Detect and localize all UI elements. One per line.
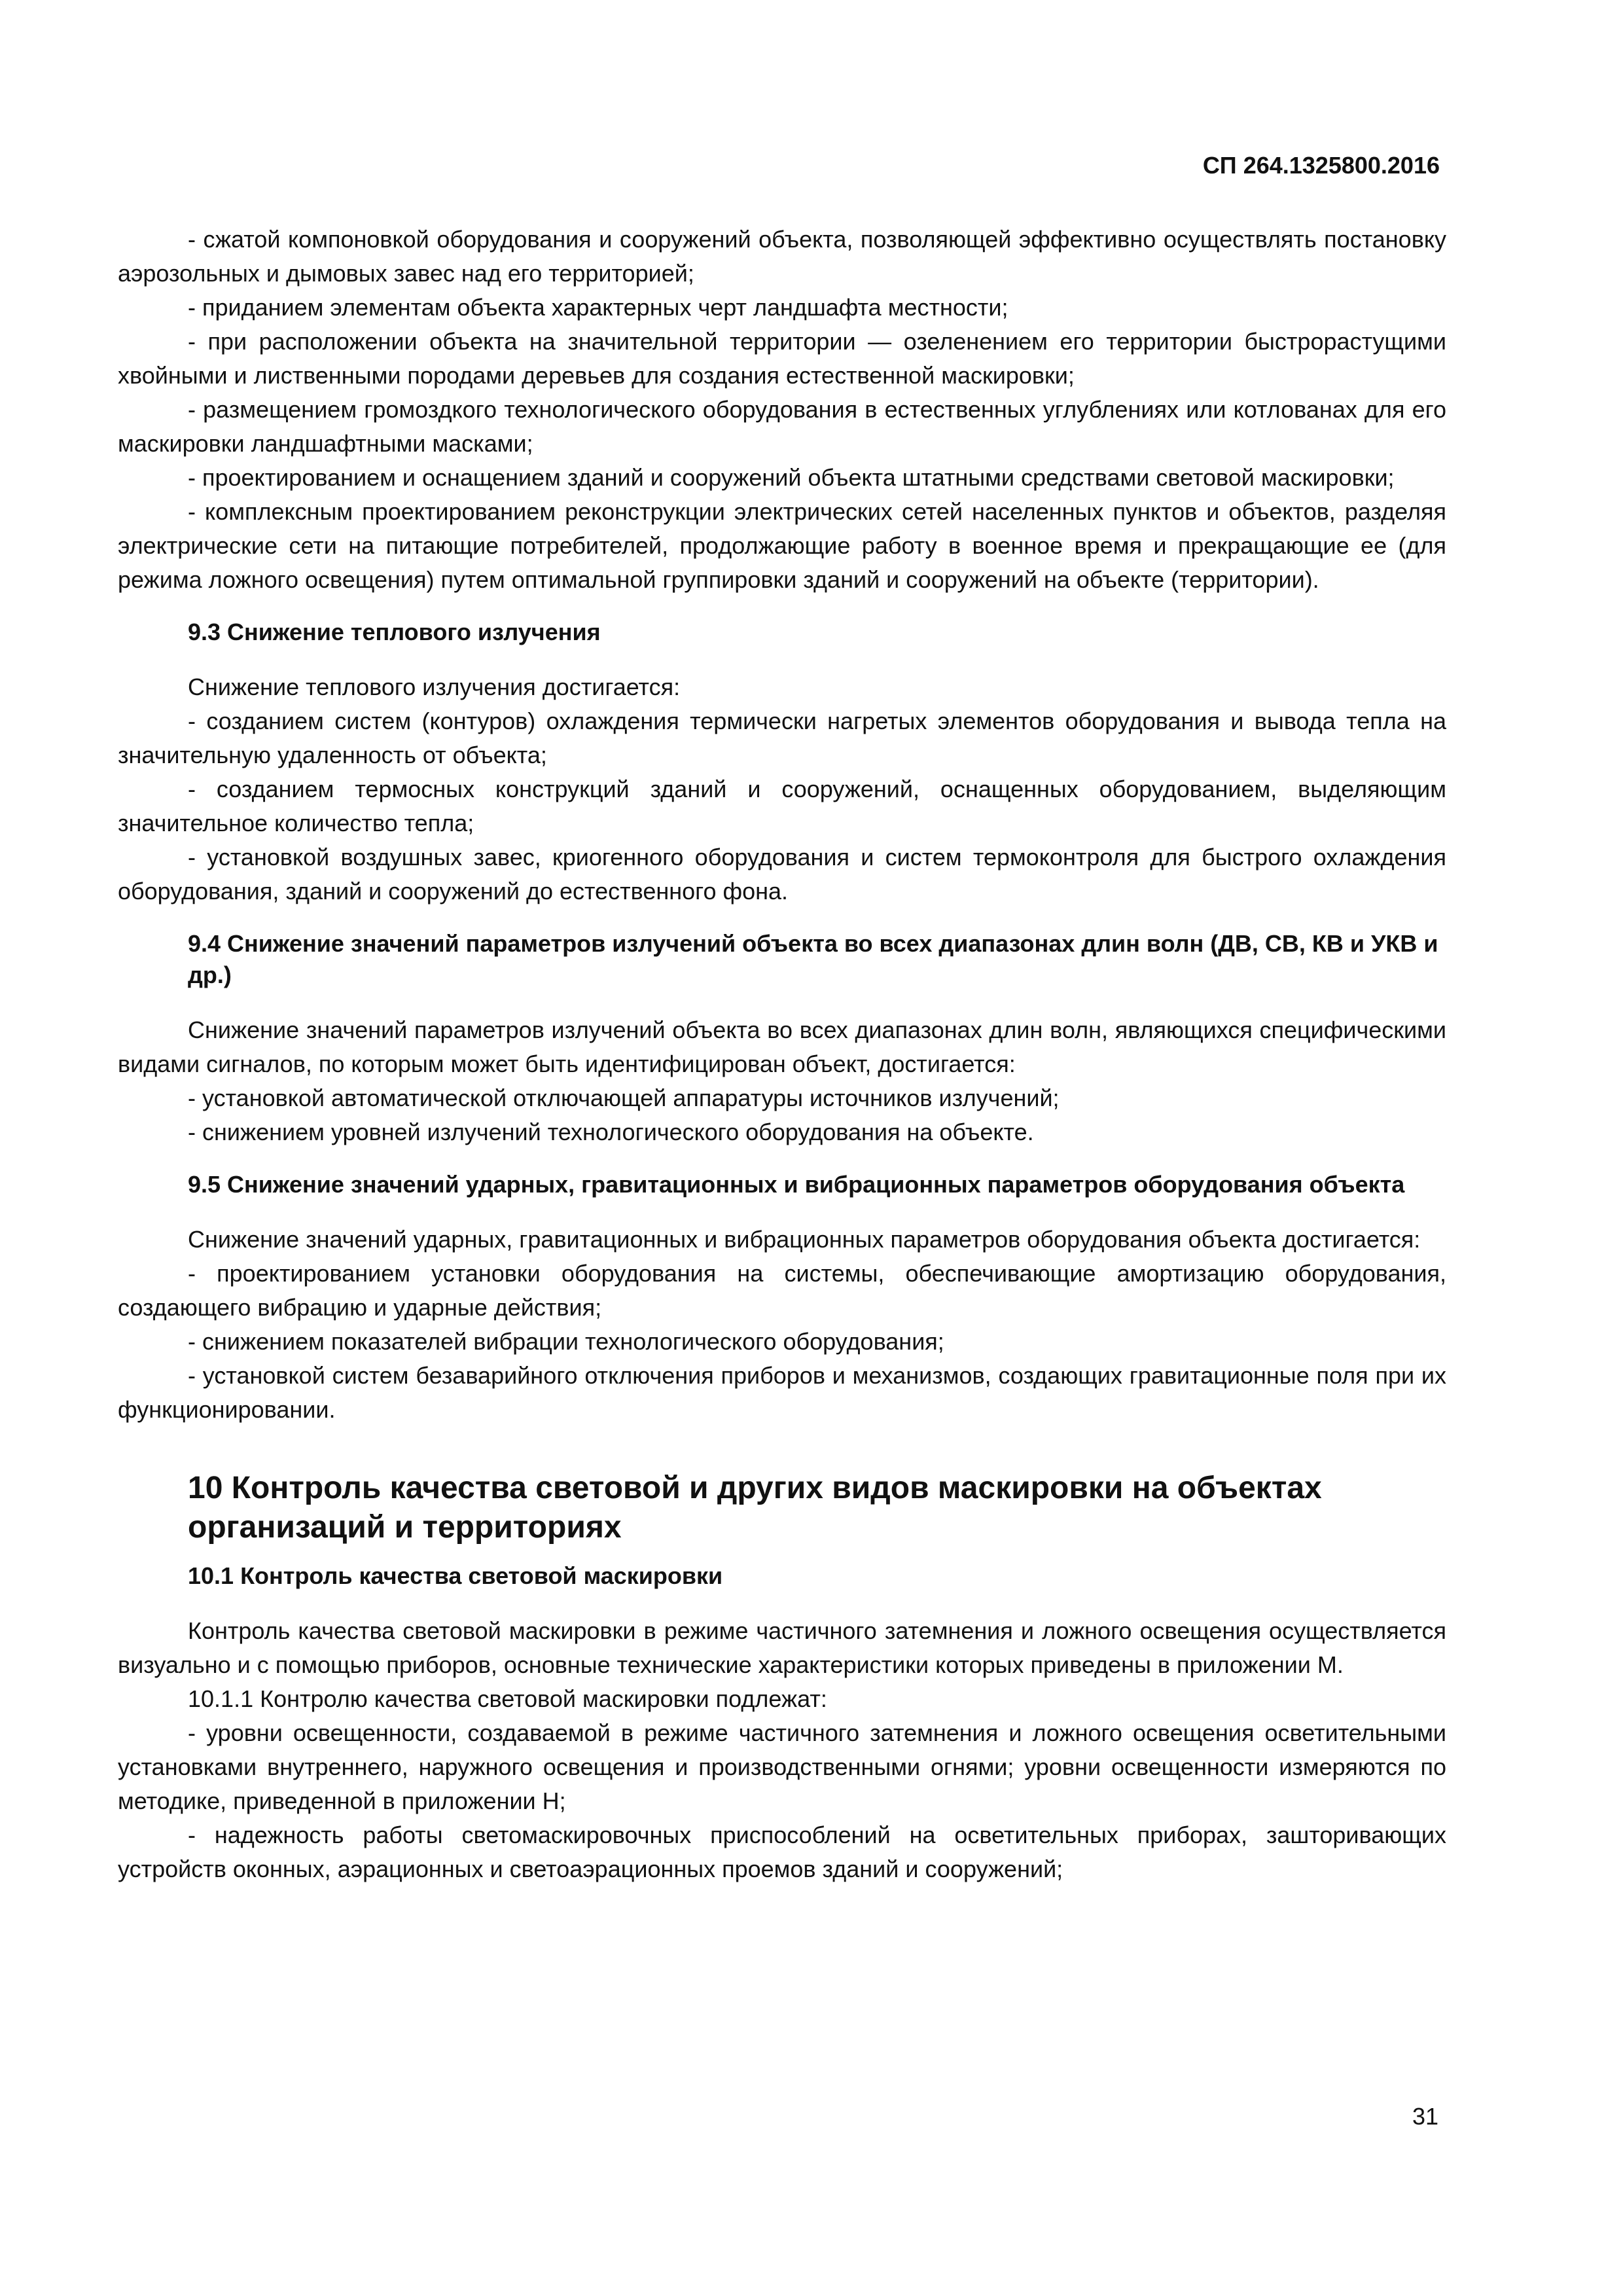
paragraph: - уровни освещенности, создаваемой в режиме частичного затемнения и ложного освещения осветительными установками внутреннего, наружного освещения и производственными огнями; уровни освещенности измеряются по методике, приведенной в приложении Н; bbox=[118, 1719, 1446, 1814]
page-body bbox=[118, 223, 1446, 1886]
paragraph: - снижением показателей вибрации технологического оборудования; bbox=[188, 1328, 944, 1355]
paragraph: - проектированием и оснащением зданий и сооружений объекта штатными средствами световой маскировки; bbox=[188, 464, 1395, 491]
paragraph: - установкой систем безаварийного отключения приборов и механизмов, создающих гравитационные поля при их функционировании. bbox=[118, 1362, 1446, 1423]
section-heading-9-3: 9.3 Снижение теплового излучения bbox=[188, 619, 601, 645]
paragraph: - приданием элементам объекта характерных черт ландшафта местности; bbox=[188, 294, 1008, 321]
section-heading-9-4: 9.4 Снижение значений параметров излучений объекта во всех диапазонах длин волн (ДВ, СВ, КВ и УКВ и др.) bbox=[188, 930, 1438, 988]
paragraph: - проектированием установки оборудования на системы, обеспечивающие амортизацию оборудования, создающего вибрацию и ударные действия; bbox=[118, 1260, 1446, 1321]
document-code: СП 264.1325800.2016 bbox=[1202, 152, 1440, 179]
section-heading-9-5: 9.5 Снижение значений ударных, гравитационных и вибрационных параметров оборудования объекта bbox=[188, 1171, 1405, 1198]
paragraph: Контроль качества световой маскировки в режиме частичного затемнения и ложного освещения осуществляется визуально и с помощью приборов, основные технические характеристики которых приведены в приложении М. bbox=[118, 1617, 1446, 1678]
paragraph: - сжатой компоновкой оборудования и сооружений объекта, позволяющей эффективно осуществлять постановку аэрозольных и дымовых завес над его территорией; bbox=[118, 226, 1446, 287]
paragraph: 10.1.1 Контролю качества световой маскировки подлежат: bbox=[188, 1685, 827, 1712]
paragraph: Снижение значений ударных, гравитационных и вибрационных параметров оборудования объекта достигается: bbox=[188, 1226, 1421, 1253]
paragraph: - созданием термосных конструкций зданий и сооружений, оснащенных оборудованием, выделяющим значительное количество тепла; bbox=[118, 776, 1446, 836]
paragraph: Снижение значений параметров излучений объекта во всех диапазонах длин волн, являющихся специфическими видами сигналов, по которым может быть идентифицирован объект, достигается: bbox=[118, 1016, 1446, 1077]
section-heading-10-1: 10.1 Контроль качества световой маскировки bbox=[188, 1562, 723, 1589]
paragraph: - комплексным проектированием реконструкции электрических сетей населенных пунктов и объектов, разделяя электрические сети на питающие потребителей, продолжающие работу в военное время и прекращающие ее (для режима ложного освещения) путем оптимальной группировки зданий и сооружений на объекте (территории). bbox=[118, 498, 1446, 593]
paragraph: - установкой автоматической отключающей аппаратуры источников излучений; bbox=[188, 1085, 1060, 1111]
paragraph: - снижением уровней излучений технологического оборудования на объекте. bbox=[188, 1119, 1034, 1145]
paragraph: - при расположении объекта на значительной территории — озеленением его территории быстрорастущими хвойными и лиственными породами деревьев для создания естественной маскировки; bbox=[118, 328, 1446, 389]
chapter-heading-10: 10 Контроль качества световой и других видов маскировки на объектах организаций и территориях bbox=[188, 1471, 1322, 1545]
paragraph: - установкой воздушных завес, криогенного оборудования и систем термоконтроля для быстрого охлаждения оборудования, зданий и сооружений до естественного фона. bbox=[118, 844, 1446, 905]
paragraph: - созданием систем (контуров) охлаждения термически нагретых элементов оборудования и вывода тепла на значительную удаленность от объекта; bbox=[118, 708, 1446, 768]
paragraph: - размещением громоздкого технологического оборудования в естественных углублениях или котлованах для его маскировки ландшафтными масками; bbox=[118, 396, 1446, 457]
page-number: 31 bbox=[1412, 2103, 1438, 2130]
paragraph: Снижение теплового излучения достигается: bbox=[188, 673, 681, 700]
paragraph: - надежность работы светомаскировочных приспособлений на осветительных приборах, зашторивающих устройств оконных, аэрационных и светоаэрационных проемов зданий и сооружений; bbox=[118, 1821, 1446, 1882]
